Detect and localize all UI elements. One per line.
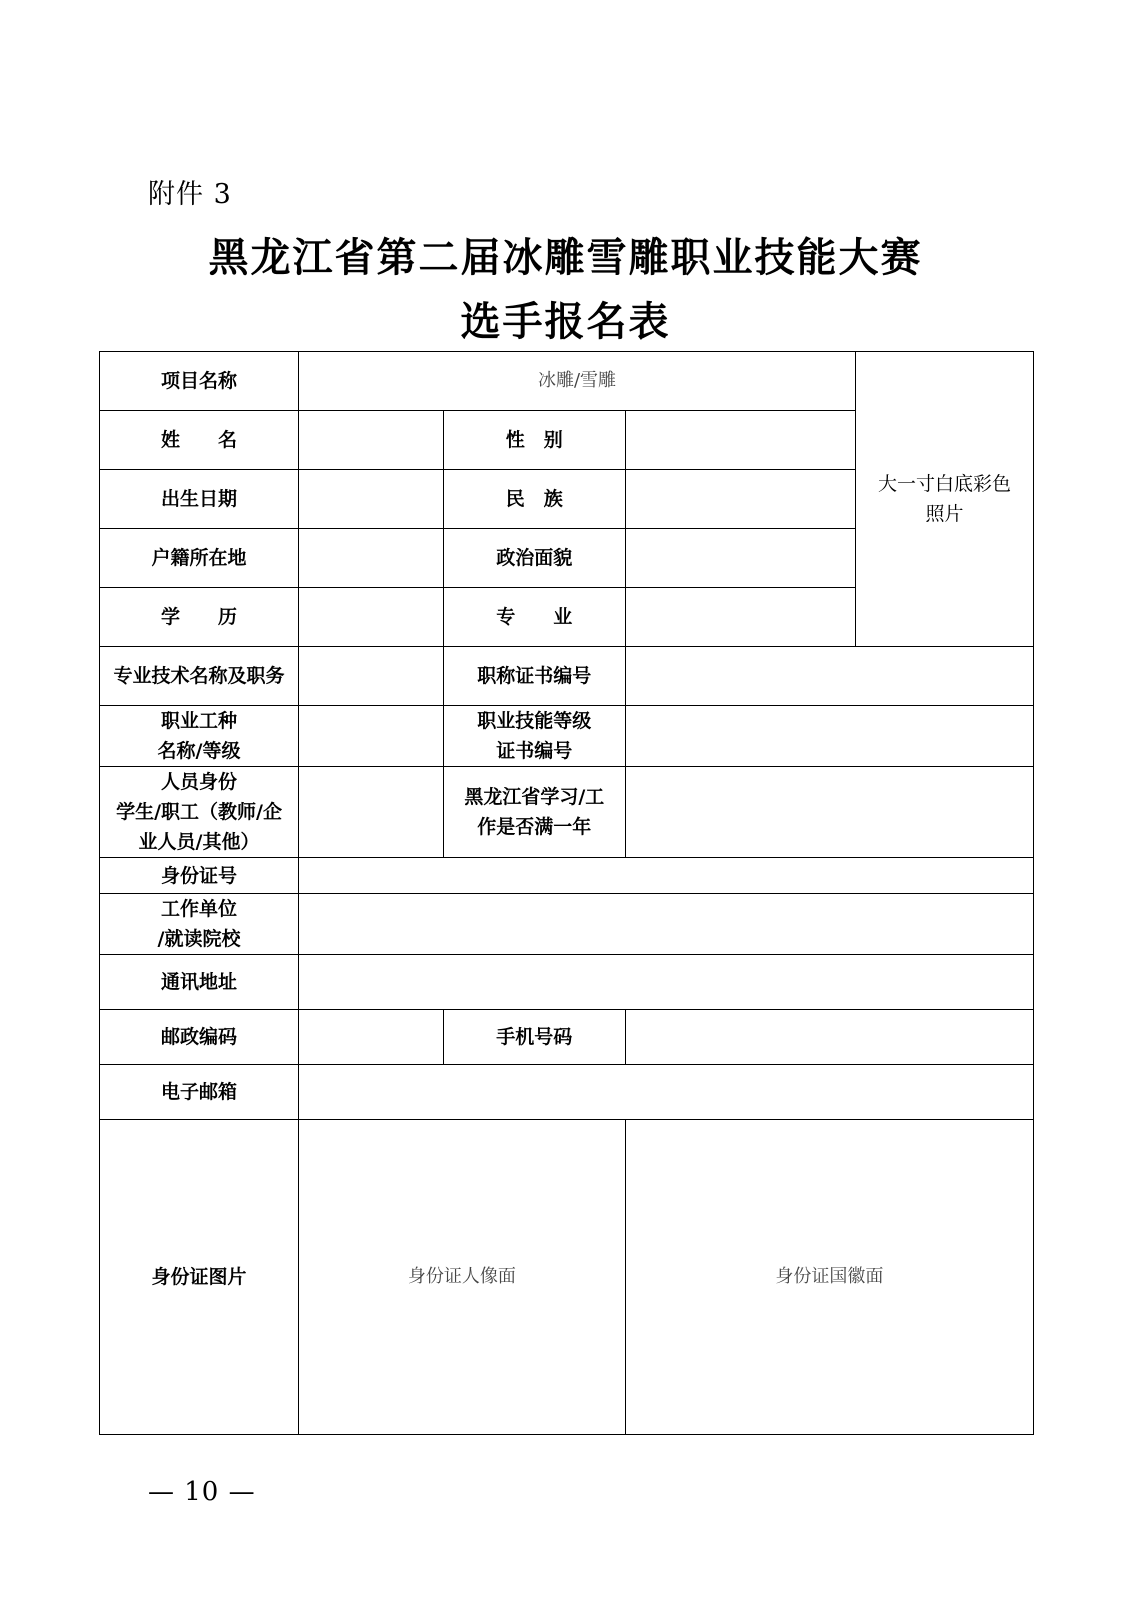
document-subtitle: 选手报名表 (460, 298, 671, 345)
ethnicity-label: 民 族 (443, 470, 625, 529)
gender-label: 性 别 (443, 411, 625, 470)
id-number-field[interactable] (299, 858, 1034, 894)
title-cert-field[interactable] (625, 647, 1033, 706)
education-field[interactable] (299, 588, 444, 647)
employer-label: 工作单位 /就读院校 (157, 898, 241, 950)
identity-field[interactable] (299, 767, 444, 858)
birth-date-label: 出生日期 (100, 470, 299, 529)
tech-title-label: 专业技术名称及职务 (100, 647, 299, 706)
name-field[interactable] (299, 411, 444, 470)
id-number-label: 身份证号 (100, 858, 299, 894)
name-label: 姓 名 (100, 411, 299, 470)
attachment-label: 附件 3 (148, 179, 232, 210)
photo-label: 大一寸白底彩色 照片 (878, 473, 1012, 525)
page-number: — 10 — (148, 1477, 256, 1507)
phone-label: 手机号码 (443, 1010, 625, 1065)
major-field[interactable] (625, 588, 855, 647)
political-status-field[interactable] (625, 529, 855, 588)
phone-field[interactable] (625, 1010, 1033, 1065)
identity-label: 人员身份 学生/职工（教师/企 业人员/其他） (116, 771, 282, 853)
address-label: 通讯地址 (100, 955, 299, 1010)
household-label: 户籍所在地 (100, 529, 299, 588)
id-photo-label: 身份证图片 (100, 1120, 299, 1435)
political-status-label: 政治面貌 (443, 529, 625, 588)
employer-field[interactable] (299, 894, 1034, 955)
registration-form-table (99, 351, 1034, 1435)
major-label: 专 业 (443, 588, 625, 647)
skill-cert-label: 职业技能等级 证书编号 (477, 710, 592, 762)
photo-box[interactable] (856, 352, 1034, 647)
id-front-upload[interactable]: 身份证人像面 (299, 1120, 626, 1435)
postcode-field[interactable] (299, 1010, 444, 1065)
tech-title-field[interactable] (299, 647, 444, 706)
postcode-label: 邮政编码 (100, 1010, 299, 1065)
gender-field[interactable] (625, 411, 855, 470)
occupation-label: 职业工种 名称/等级 (157, 710, 241, 762)
education-label: 学 历 (100, 588, 299, 647)
project-name-label: 项目名称 (100, 352, 299, 411)
email-label: 电子邮箱 (100, 1065, 299, 1120)
document-title: 黑龙江省第二届冰雕雪雕职业技能大赛 (208, 234, 923, 281)
residency-label: 黑龙江省学习/工 作是否满一年 (464, 786, 605, 838)
address-field[interactable] (299, 955, 1034, 1010)
id-back-upload[interactable]: 身份证国徽面 (625, 1120, 1033, 1435)
email-field[interactable] (299, 1065, 1034, 1120)
skill-cert-field[interactable] (625, 706, 1033, 767)
residency-field[interactable] (625, 767, 1033, 858)
household-field[interactable] (299, 529, 444, 588)
ethnicity-field[interactable] (625, 470, 855, 529)
project-name-value[interactable]: 冰雕/雪雕 (299, 352, 856, 411)
birth-date-field[interactable] (299, 470, 444, 529)
title-cert-label: 职称证书编号 (443, 647, 625, 706)
occupation-field[interactable] (299, 706, 444, 767)
